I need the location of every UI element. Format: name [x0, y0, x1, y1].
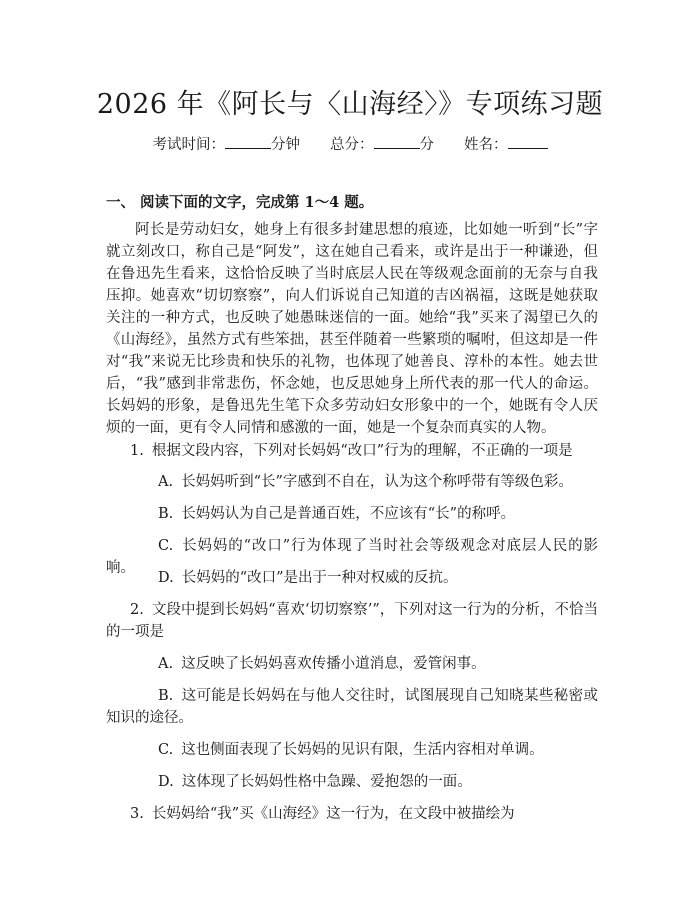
option-text: 长妈妈的“改口”行为体现了当时社会等级观念对底层人民的影响。 [106, 538, 598, 576]
option-label: D. [158, 570, 174, 586]
option-text: 长妈妈的“改口”是出于一种对权威的反抗。 [181, 570, 458, 586]
name-blank[interactable] [508, 134, 548, 149]
option-label: A. [158, 656, 174, 672]
reading-passage: 阿长是劳动妇女，她身上有很多封建思想的痕迹，比如她一听到“长”字就立刻改口，称自己是“阿发”，这在她自己看来，或许是出于一种谦逊，但在鲁迅先生看来，这恰恰反映了当时底层人民在等级观念面前的无奈与自我压抑。她喜欢“切切察察”，向人们诉说自己知道的吉凶祸福，这既是她获取关注的一种方式，也反映了她愚昧迷信的一面。她给“我”买来了渴望已久的《山海经》，虽然方式有些笨拙，甚至伴随着一些繁琐的嘱咐，但这却是一件对“我”来说无比珍贵和快乐的礼物，也体现了她善良、淳朴的本性。她去世后，“我”感到非常悲伤，怀念她，也反思她身上所代表的那一代人的命运。长妈妈的形象，是鲁迅先生笔下众多劳动妇女形象中的一个，她既有令人厌烦的一面，更有令人同情和感激的一面，她是一个复杂而真实的人物。 [106, 222, 598, 436]
exam-meta-line [0, 133, 700, 154]
time-blank[interactable] [225, 134, 271, 149]
question-3 [106, 803, 598, 825]
score-blank[interactable] [374, 134, 420, 149]
section-instruction: 阅读下面的文字，完成第 1～4 题。 [140, 194, 374, 211]
q2-option-d[interactable] [106, 771, 598, 793]
q1-option-b[interactable] [106, 503, 598, 525]
question-number: 1. [130, 443, 144, 459]
option-label: C. [158, 538, 174, 554]
option-label: A. [158, 474, 174, 490]
question-text: 根据文段内容，下列对长妈妈“改口”行为的理解，不正确的一项是 [151, 443, 573, 459]
question-text: 长妈妈给“我”买《山海经》这一行为，在文段中被描绘为 [151, 806, 515, 822]
name-label: 姓名： [464, 137, 508, 153]
page-title: 2026 年《阿长与〈山海经〉》专项练习题 [96, 89, 604, 120]
question-number: 2. [130, 602, 144, 618]
option-label: B. [158, 688, 174, 704]
question-2 [106, 599, 598, 643]
option-text: 这体现了长妈妈性格中急躁、爱抱怨的一面。 [181, 774, 472, 790]
time-unit: 分钟 [271, 137, 300, 153]
option-label: C. [158, 742, 174, 758]
option-label: B. [158, 506, 174, 522]
option-text: 这反映了长妈妈喜欢传播小道消息，爱管闲事。 [181, 656, 486, 672]
section-number: 一、 [106, 194, 135, 211]
q1-option-d[interactable] [106, 567, 598, 589]
q2-option-c[interactable] [106, 739, 598, 761]
option-text: 这可能是长妈妈在与他人交往时，试图展现自己知晓某些秘密或知识的途径。 [106, 688, 598, 726]
score-unit: 分 [419, 137, 434, 153]
question-1 [106, 440, 598, 462]
q1-option-a[interactable] [106, 471, 598, 493]
q2-option-b[interactable] [106, 685, 598, 729]
option-text: 长妈妈认为自己是普通百姓，不应该有“长”的称呼。 [181, 506, 516, 522]
question-number: 3. [130, 806, 144, 822]
question-text: 文段中提到长妈妈“喜欢‘切切察察’”，下列对这一行为的分析，不恰当的一项是 [106, 602, 598, 640]
time-label: 考试时间： [152, 137, 225, 153]
option-text: 长妈妈听到“长”字感到不自在，认为这个称呼带有等级色彩。 [181, 474, 573, 490]
option-text: 这也侧面表现了长妈妈的见识有限，生活内容相对单调。 [181, 742, 544, 758]
option-label: D. [158, 774, 174, 790]
section-heading [106, 191, 373, 212]
q2-option-a[interactable] [106, 653, 598, 675]
score-label: 总分： [330, 137, 374, 153]
